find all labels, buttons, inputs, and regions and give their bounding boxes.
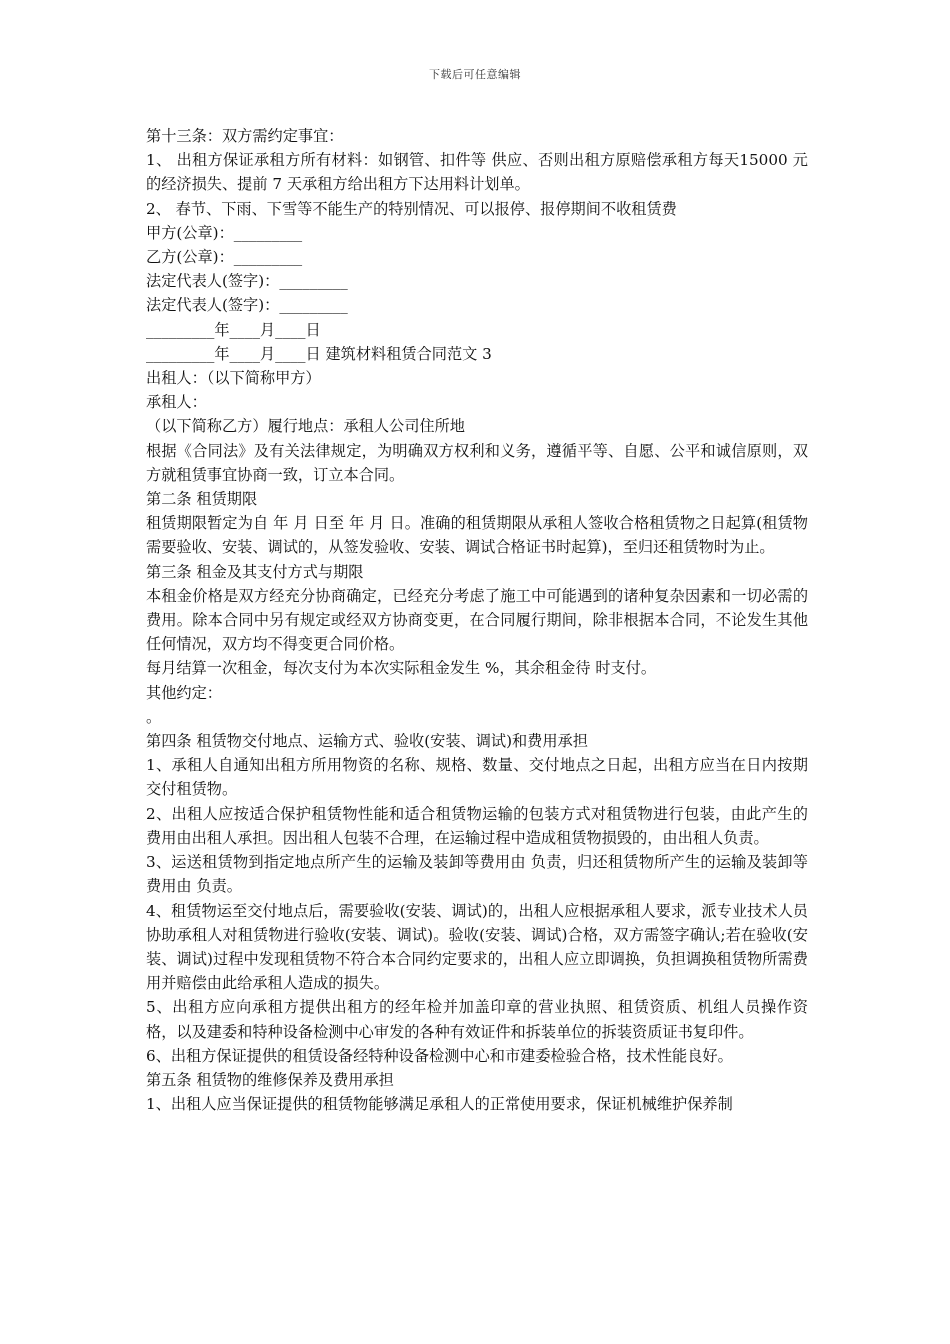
paragraph: 其他约定： xyxy=(146,683,222,702)
paragraph: 6、出租方保证提供的租赁设备经特种设备检测中心和市建委检验合格，技术性能良好。 xyxy=(146,1046,733,1065)
signature-line: 法定代表人(签字)：_________ xyxy=(146,296,348,315)
paragraph: 1、出租人应当保证提供的租赁物能够满足承租人的正常使用要求，保证机械维护保养制 xyxy=(146,1095,733,1114)
signature-line: 法定代表人(签字)：_________ xyxy=(146,272,348,291)
signature-line: 甲方(公章)：_________ xyxy=(146,223,303,242)
paragraph: 3、运送租赁物到指定地点所产生的运输及装卸等费用由 负责，归还租赁物所产生的运输及装卸等费用由 负责。 xyxy=(146,853,808,896)
date-line: _________年____月____日 建筑材料租赁合同范文 3 xyxy=(146,344,492,363)
paragraph: 每月结算一次租金，每次支付为本次实际租金发生 %，其余租金待 时支付。 xyxy=(146,659,657,678)
paragraph: 1、承租人自通知出租方所用物资的名称、规格、数量、交付地点之日起，出租方应当在日内按期交付租赁物。 xyxy=(146,756,808,799)
paragraph: 5、出租方应向承租方提供出租方的经年检并加盖印章的营业执照、租赁资质、机组人员操作资格，以及建委和特种设备检测中心审发的各种有效证件和拆装单位的拆装资质证书复印件。 xyxy=(146,998,808,1041)
paragraph: 1、 出租方保证承租方所有材料：如钢管、扣件等 供应、否则出租方原赔偿承租方每天15000 元的经济损失、提前 7 天承租方给出租方下达用料计划单。 xyxy=(146,151,808,194)
paragraph: 出租人：（以下简称甲方） xyxy=(146,369,321,388)
paragraph: 第十三条：双方需约定事宜： xyxy=(146,127,344,145)
paragraph: 4、租赁物运至交付地点后，需要验收(安装、调试)的，出租人应根据承租人要求，派专业技术人员协助承租人对租赁物进行验收(安装、调试)。验收(安装、调试)合格，双方需签字确认;若在验收(安装、调试)过程中发现租赁物不符合本合同约定要求的，出租人应立即调换，负担调换租赁物所需费用并赔偿由此给承租人造成的损失。 xyxy=(146,901,808,993)
date-line: _________年____月____日 xyxy=(146,320,321,339)
signature-line: 乙方(公章)：_________ xyxy=(146,248,303,267)
paragraph: 。 xyxy=(146,707,162,726)
section-heading: 第三条 租金及其支付方式与期限 xyxy=(146,562,364,581)
section-heading: 第二条 租赁期限 xyxy=(146,490,258,509)
section-heading: 第五条 租赁物的维修保养及费用承担 xyxy=(146,1070,394,1089)
paragraph: 租赁期限暂定为自 年 月 日至 年 月 日。准确的租赁期限从承租人签收合格租赁物之日起算(租赁物需要验收、安装、调试的，从签发验收、安装、调试合格证书时起算)，至归还租赁物时为止。 xyxy=(146,514,808,557)
paragraph: 承租人： xyxy=(146,393,207,412)
page-header-note: 下载后可任意编辑 xyxy=(429,68,521,81)
paragraph: 根据《合同法》及有关法律规定，为明确双方权利和义务，遵循平等、自愿、公平和诚信原则，双方就租赁事宜协商一致，订立本合同。 xyxy=(146,441,808,484)
section-heading: 第四条 租赁物交付地点、运输方式、验收(安装、调试)和费用承担 xyxy=(146,732,588,751)
paragraph: （以下简称乙方）履行地点：承租人公司住所地 xyxy=(146,417,465,436)
paragraph: 本租金价格是双方经充分协商确定，已经充分考虑了施工中可能遇到的诸种复杂因素和一切必需的费用。除本合同中另有规定或经双方协商变更，在合同履行期间，除非根据本合同，不论发生其他任何情况，双方均不得变更合同价格。 xyxy=(146,586,808,654)
paragraph: 2、出租人应按适合保护租赁物性能和适合租赁物运输的包装方式对租赁物进行包装，由此产生的费用由出租人承担。因出租人包装不合理，在运输过程中造成租赁物损毁的，由出租人负责。 xyxy=(146,804,808,847)
paragraph: 2、 春节、下雨、下雪等不能生产的特别情况、可以报停、报停期间不收租赁费 xyxy=(146,199,677,218)
document-body xyxy=(146,124,808,1116)
